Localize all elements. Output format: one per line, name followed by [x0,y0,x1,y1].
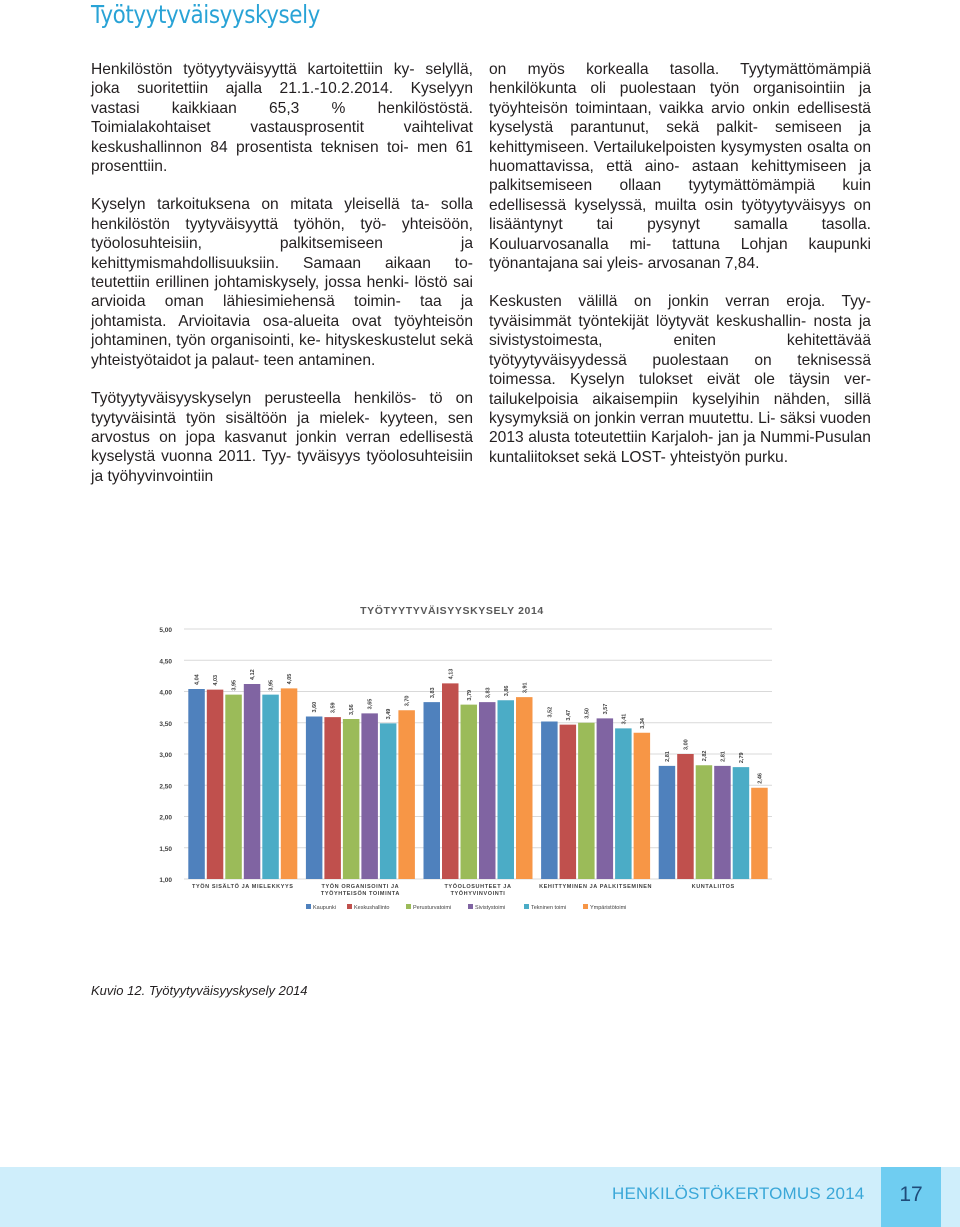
paragraph [489,60,871,273]
legend-label: Tekninen toimi [531,905,567,911]
paragraph [91,60,473,176]
data-label: 3,56 [349,704,356,715]
text-line: nosta ja sivistystoimesta, eniten kehitettävää [489,312,871,350]
data-label: 3,52 [547,706,554,718]
bar [442,683,459,879]
y-tick-label: 1,00 [159,877,172,884]
page-number-box [881,1167,941,1227]
text-line: kyyteen, sen arvostus on jopa kasvanut jonkin [91,409,473,446]
bar [659,766,676,879]
x-category-label: TYÖN ORGANISOINTI JA [321,884,400,890]
text-line: kehittymismahdollisuuksiin. Samaan aikaan to- [91,254,473,272]
bar [634,733,651,879]
x-category-label: TYÖOLOSUHTEET JA [444,884,512,890]
x-category-label: KUNTALIITOS [691,884,735,890]
text-line: teen antaminen. [263,351,376,369]
bar [262,695,279,879]
legend-swatch [306,904,311,909]
text-line: tyytymättömämpiä kuin edellisessä kyselyssä, [489,177,871,214]
text-line: keskushallinnon 84 prosentista teknisen toi- [91,138,409,156]
data-label: 3,47 [565,709,572,721]
text-line: toimessa. Kyselyn tulokset eivät ole täysin ver- [489,371,871,389]
data-label: 2,81 [664,751,671,762]
data-label: 3,70 [404,695,411,707]
data-label: 3,95 [268,679,275,691]
text-line: selyllä, joka suoritettiin ajalla 21.1.-10.2.2014. [91,61,474,98]
y-tick-label: 2,50 [159,783,172,791]
y-tick-label: 3,50 [159,720,172,728]
bar [677,754,694,879]
y-tick-label: 2,00 [159,814,172,822]
bar [714,766,731,879]
x-category-label: TYÖHYVINVOINTI [450,891,506,897]
text-line: Keskusten välillä on jonkin verran eroja. Tyy- [489,293,871,311]
bar [615,728,632,879]
data-label: 2,81 [720,751,727,762]
data-label: 3,00 [683,739,690,750]
text-line: verran edellisestä kyselystä vuonna 2011. Tyy- [91,428,474,466]
data-label: 4,03 [213,674,220,686]
legend-label: Ympäristötoimi [590,905,627,911]
text-line: työyhteisön johtaminen, työn organisointi, ke- [91,312,473,350]
bar [733,767,750,879]
data-label: 2,82 [701,750,708,762]
text-line: hityskeskustelut sekä yhteistyötaidot ja palaut- [91,332,473,369]
data-label: 2,79 [738,752,745,764]
bar [560,725,577,879]
bar [324,717,341,879]
text-line: ja työyhteisön toimintaan, vaikka arvio onkin [489,80,871,117]
data-label: 3,50 [584,708,591,719]
text-line: Kyselyn tarkoituksena on mitata yleisellä ta- [91,196,430,214]
data-label: 3,83 [429,687,436,699]
bar [188,689,205,879]
y-tick-label: 4,50 [159,658,172,666]
data-label: 3,65 [367,698,374,710]
page-number: 17 [899,1183,923,1206]
text-line: tattuna Lohjan kaupunki työnantajana sai yleis- [489,235,871,273]
footer-title: HENKILÖSTÖKERTOMUS 2014 [612,1184,865,1203]
data-label: 3,57 [602,703,609,715]
bar [207,690,224,879]
data-label: 3,59 [330,702,337,714]
bar [578,723,595,879]
data-label: 4,12 [250,669,257,680]
data-label: 3,79 [466,689,473,701]
bar [541,722,558,880]
bar [306,717,323,880]
left-column [91,60,473,505]
text-line: semiseen ja kehittymiseen. Vertailukelpoisten [489,119,871,156]
data-label: 3,41 [621,713,628,725]
text-line: säksi vuoden 2013 alusta toteutettiin Karjaloh- [489,409,871,447]
y-tick-label: 3,00 [159,752,172,759]
data-label: 2,46 [757,773,764,784]
legend-swatch [583,904,588,909]
text-line: pysynyt samalla tasolla. Kouluarvosanalla mi- [489,216,871,253]
bar [479,702,496,879]
x-category-label: TYÖYHTEISÖN TOIMINTA [320,891,400,897]
text-line: yhteistyön purku. [670,448,789,466]
figure-caption: Kuvio 12. Työtyytyväisyyskysely 2014 [91,983,308,998]
bar [461,705,478,879]
page-title: Työtyytyväisyyskysely [91,0,320,29]
data-label: 4,05 [287,673,294,685]
legend-label: Keskushallinto [354,905,390,911]
text-line: Henkilöstön työtyytyväisyyttä kartoitettiin ky- [91,61,415,78]
text-line: muilta osin työtyytyväisyys on lisääntynyt tai [489,196,871,234]
data-label: 3,91 [522,682,529,694]
data-label: 3,34 [639,718,646,729]
paragraph [91,389,473,486]
data-label: 4,13 [448,668,455,680]
y-tick-label: 5,00 [159,627,172,634]
data-label: 3,86 [503,685,510,697]
y-tick-label: 4,00 [159,689,172,697]
text-line: yhteisöön, työolosuhteisiin, palkitsemiseen ja [91,215,473,253]
text-line: henkilökunta oli puolestaan työn organisointiin [489,80,846,98]
text-line: arvosanan 7,84. [647,255,760,273]
text-line: taa ja johtamista. Arvioitavia osa-alueita ovat [91,293,473,330]
legend-label: Kaupunki [313,905,336,911]
legend-swatch [524,904,529,909]
text-line: on myös korkealla tasolla. Tyytymättömämpiä [489,61,871,78]
text-line: solla henkilöstön tyytyväisyyttä työhön, työ- [91,196,473,233]
text-line: Työtyytyväisyyskyselyn perusteella henkilös- [91,390,417,408]
text-line: Kyselyyn vastasi kaikkiaan 65,3 % henkilöstöstä. [91,80,473,117]
text-line: työtyytyväisyydessä puolestaan on teknisessä [489,351,871,369]
bar [380,723,397,879]
paragraph [91,195,473,370]
text-line: teutettiin erillinen johtamiskysely, jossa henki- [91,274,410,292]
text-line: men 61 prosenttiin. [91,138,473,176]
bar [751,788,768,879]
bar [398,710,415,879]
bar [516,697,533,879]
x-category-label: TYÖN SISÄLTÖ JA MIELEKKYYS [192,884,294,890]
legend-label: Sivistystoimi [475,905,506,911]
y-tick-label: 1,50 [159,845,172,853]
text-line: sillä kysymyksiä on jonkin verran muutettu. Li- [489,390,871,427]
text-line: astaan kehittymiseen ja palkitsemiseen ollaan [489,158,871,195]
chart-title: TYÖTYYTYVÄISYYSKYSELY 2014 [360,605,544,617]
legend-swatch [468,904,473,909]
bar [281,688,298,879]
text-line: tö on tyytyväisintä työn sisältöön ja mielek- [91,390,473,427]
x-category-label: KEHITTYMINEN JA PALKITSEMINEN [539,884,653,890]
data-label: 3,49 [386,708,393,720]
chart-svg [138,598,782,920]
data-label: 3,60 [312,701,319,713]
data-label: 3,95 [231,679,238,691]
text-line: jan ja Nummi-Pusulan kuntaliitokset sekä LOST- [489,429,871,466]
right-column [489,60,871,486]
paragraph [489,292,871,467]
text-line: tyväisimmät työntekijät löytyvät keskushallin- [489,312,807,330]
bar [225,695,242,879]
bar [696,765,713,879]
bar [498,700,515,879]
bar [597,718,614,879]
text-line: tailukelpoisia aikaisempiin kyselyihin nähden, [489,390,831,408]
bar [343,719,360,879]
legend-swatch [406,904,411,909]
data-label: 3,83 [485,687,492,699]
bar [244,684,260,879]
text-line: löstö sai arvioida oman lähiesimiehensä toimin- [91,274,473,311]
text-line: tyväisyys työolosuhteisiin ja työhyvinvointiin [91,448,473,485]
legend-swatch [347,904,352,909]
bar [424,702,441,879]
text-line: Toimialakohtaiset vastausprosentit vaihtelivat [91,119,473,137]
bar-chart [138,598,782,920]
text-line: edellisestä kyselystä parantunut, sekä palkit- [489,99,871,137]
legend-label: Perusturvatoimi [413,905,452,911]
data-label: 4,04 [194,674,201,685]
text-line: kysymysten osalta on huomattavissa, että aino- [489,138,871,176]
bar [361,713,378,879]
